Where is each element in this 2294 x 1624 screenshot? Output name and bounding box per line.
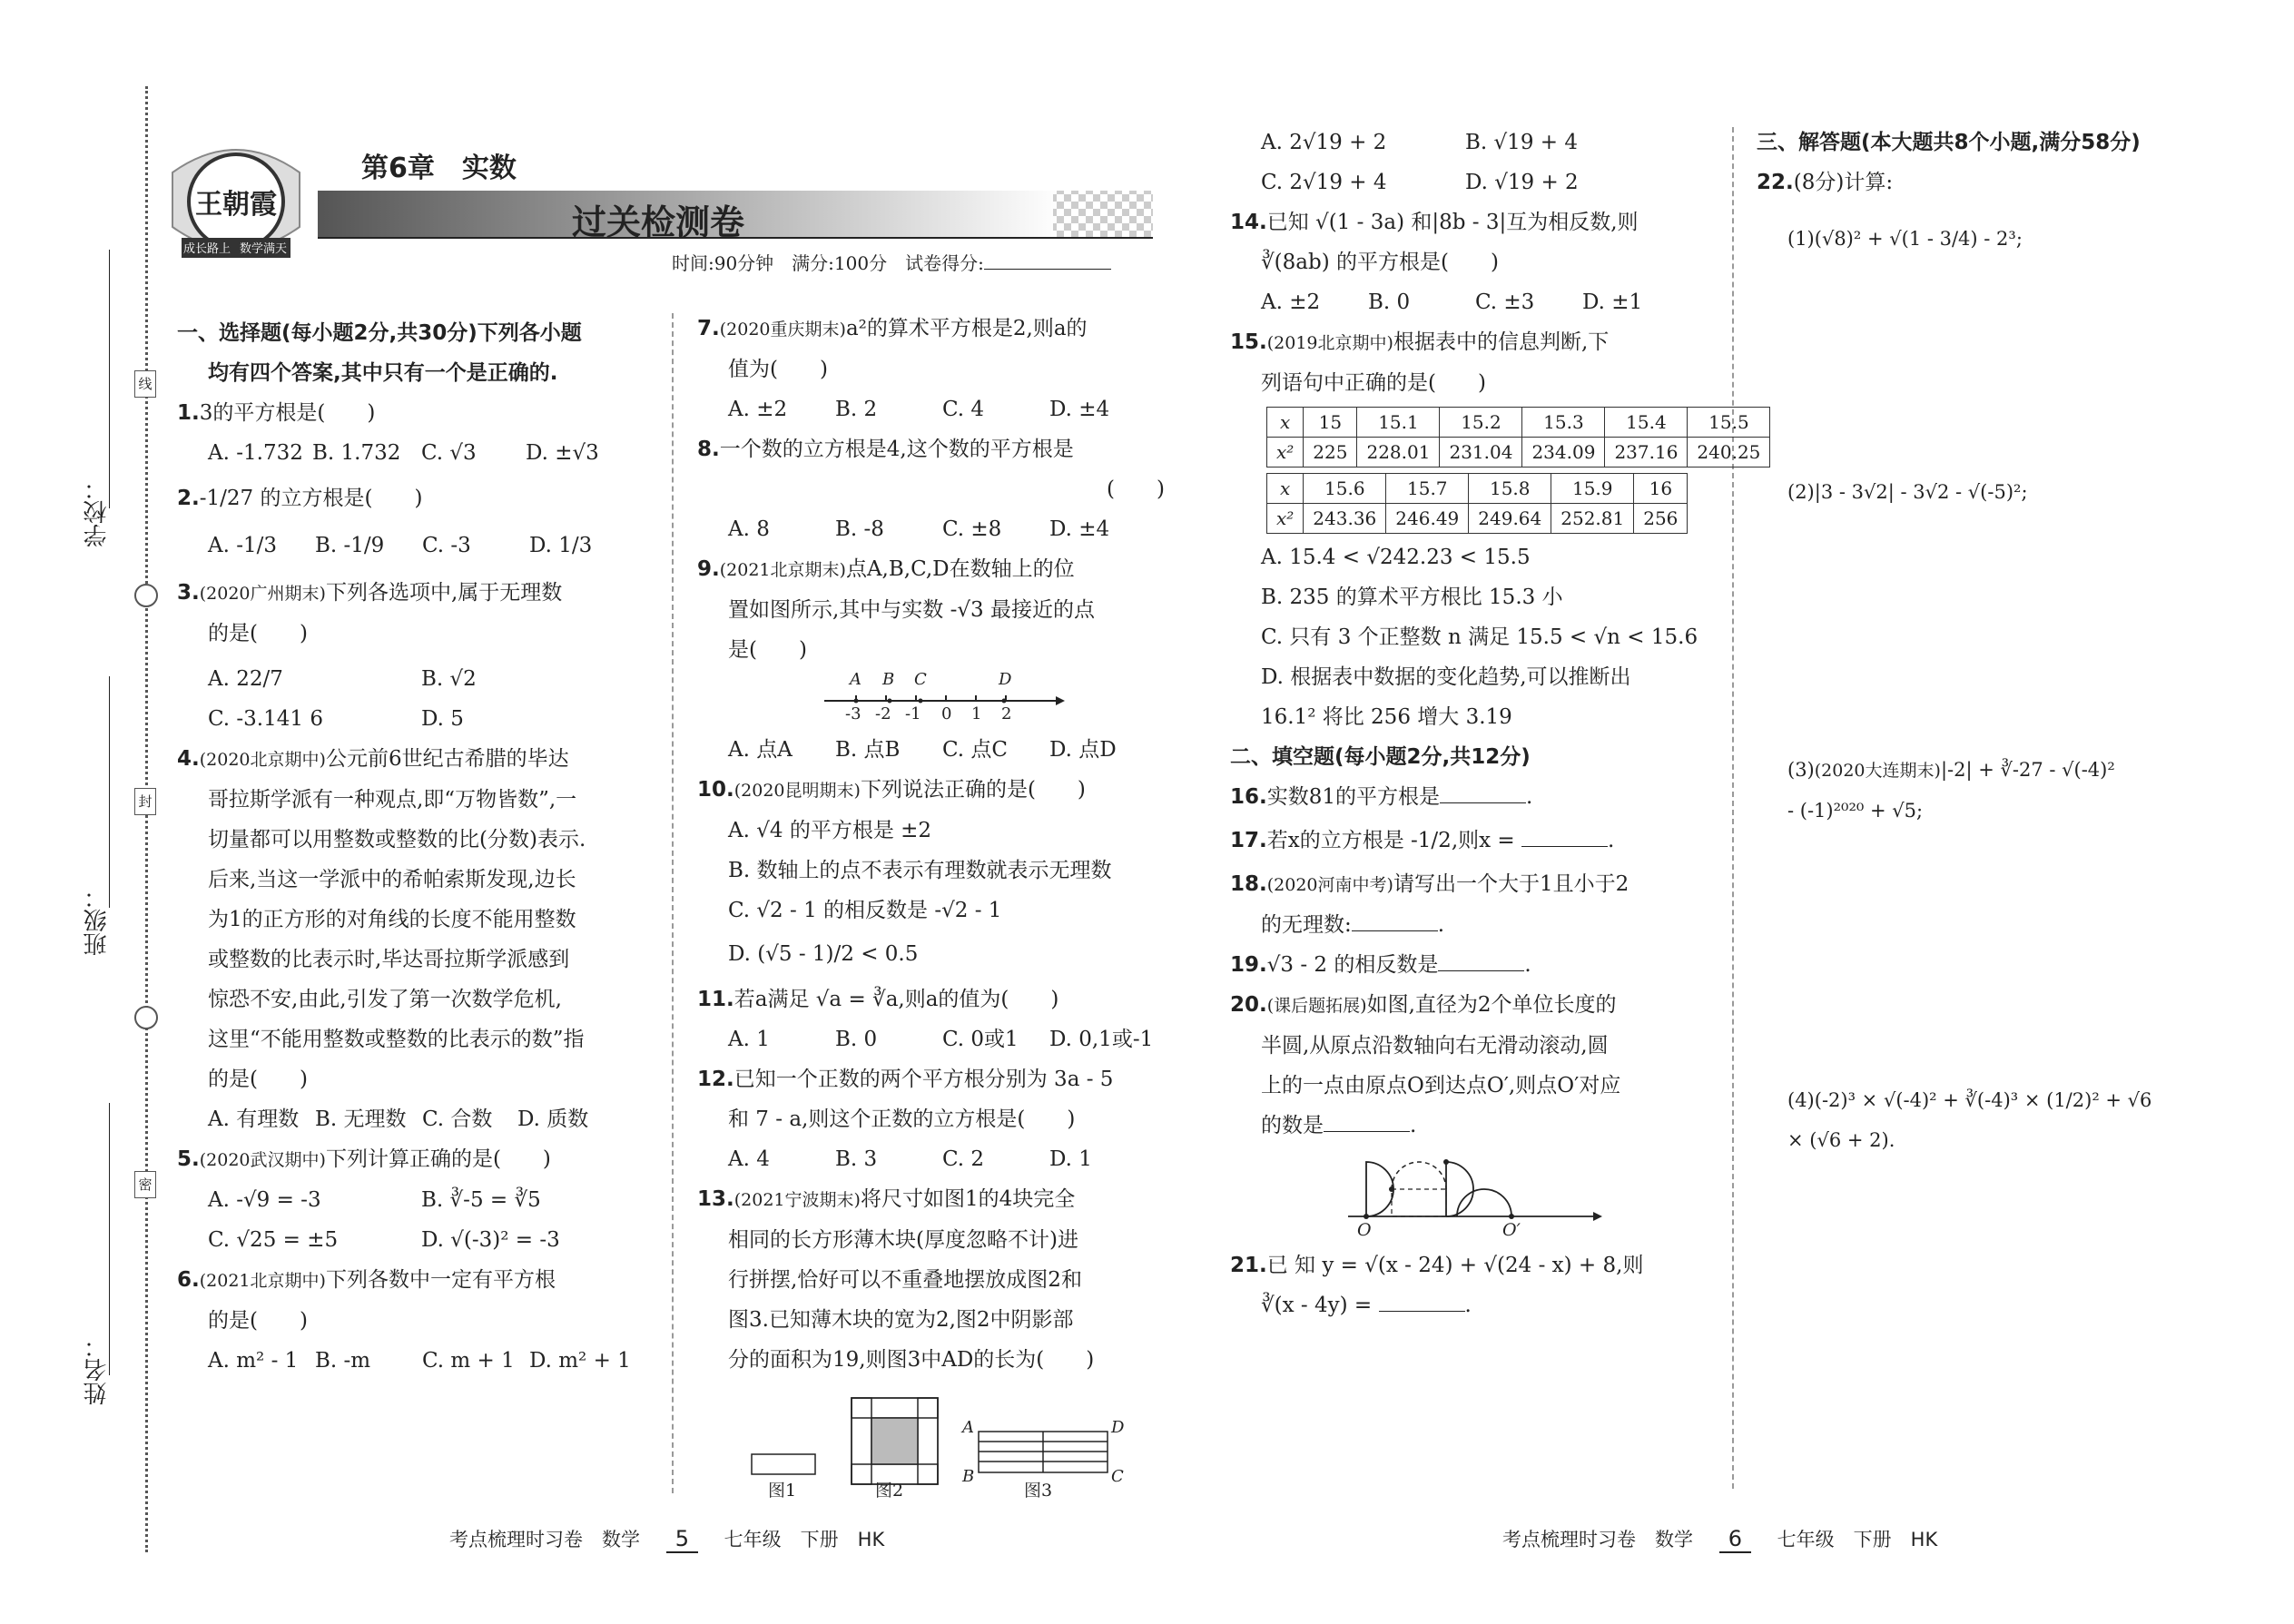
column-separator xyxy=(672,313,674,1493)
question-18: 18.(2020河南中考)请写出一个大于1且小于2 xyxy=(1230,872,1629,896)
option[interactable]: D. √(-3)² = -3 xyxy=(421,1228,560,1252)
option[interactable]: B. -m xyxy=(315,1349,371,1373)
tick-label: 0 xyxy=(941,704,952,723)
question-9-options xyxy=(697,730,1169,770)
logo-text: 王朝霞 xyxy=(195,189,277,221)
margin-hole-icon xyxy=(134,1006,158,1029)
corner-C-label: C xyxy=(1111,1467,1124,1486)
question-4-line: 为1的正方形的对角线的长度不能用整数 xyxy=(208,908,576,931)
question-13-options-row2 xyxy=(1230,162,1720,202)
question-6: 6.(2021北京期中)下列各数中一定有平方根 xyxy=(177,1268,556,1292)
option[interactable]: A. 2√19 + 2 xyxy=(1261,131,1387,154)
option[interactable]: B. ∛-5 = ∛5 xyxy=(421,1188,541,1212)
logo-slogan-2: 数学满天 xyxy=(240,242,288,256)
question-2-options xyxy=(177,526,658,566)
question-20-line: 的数是 . xyxy=(1230,1106,1720,1146)
column-4 xyxy=(1757,123,2265,1160)
question-5: 5.(2020武汉期中)下列计算正确的是( ) xyxy=(177,1147,551,1171)
footer-right xyxy=(1502,1525,1937,1553)
option[interactable]: A. ±2 xyxy=(1261,290,1321,314)
point-C-label: C xyxy=(914,670,927,689)
option[interactable]: D. m² + 1 xyxy=(529,1349,631,1373)
option[interactable]: D. ±√3 xyxy=(526,441,599,465)
figure-3-caption: 图3 xyxy=(1024,1481,1053,1501)
footer-grade: 七年级 下册 HK xyxy=(724,1529,885,1550)
option[interactable]: D. ±4 xyxy=(1049,517,1110,541)
option[interactable]: C. 合数 xyxy=(422,1107,493,1131)
section-2-heading: 二、填空题(每小题2分,共12分) xyxy=(1230,745,1531,769)
answer-blank[interactable] xyxy=(1379,1287,1465,1312)
option[interactable]: D. 1/3 xyxy=(529,534,593,557)
footer-left xyxy=(449,1525,884,1553)
option[interactable]: B. 数轴上的点不表示有理数就表示无理数 xyxy=(728,859,1112,882)
table-cell: 16 xyxy=(1634,474,1688,504)
option[interactable]: C. 2√19 + 4 xyxy=(1261,171,1387,194)
option[interactable]: A. 有理数 xyxy=(208,1107,300,1131)
question-8-options xyxy=(697,509,1169,549)
table-cell: 15.5 xyxy=(1688,408,1770,438)
point-O-prime-label: O′ xyxy=(1502,1220,1521,1240)
question-14: 14.已知 √(1 - 3a) 和|8b - 3|互为相反数,则 xyxy=(1230,211,1639,234)
question-10: 10.(2020昆明期末)下列说法正确的是( ) xyxy=(697,778,1086,802)
question-19: 19.√3 - 2 的相反数是 . xyxy=(1230,945,1720,985)
question-13-options-row1 xyxy=(1230,123,1720,162)
answer-blank[interactable] xyxy=(1324,1107,1410,1132)
fig2-shaded-area xyxy=(871,1418,918,1464)
table-row xyxy=(1267,408,1770,438)
answer-blank[interactable] xyxy=(1440,779,1526,803)
table-cell: 15.9 xyxy=(1551,474,1634,504)
table-cell: 243.36 xyxy=(1304,504,1386,534)
option[interactable]: C. √25 = ±5 xyxy=(208,1228,339,1252)
question-13-line: 相同的长方形薄木块(厚度忽略不计)进 xyxy=(728,1228,1078,1252)
margin-mark-xian: 线 xyxy=(134,370,156,398)
question-4-line: 这里“不能用整数或整数的比表示的数”指 xyxy=(208,1028,585,1051)
point-B-label: B xyxy=(882,670,895,689)
footer-book: 考点梳理时习卷 数学 xyxy=(449,1529,640,1550)
question-9-line: 是( ) xyxy=(728,638,807,662)
question-13-line: 图3.已知薄木块的宽为2,图2中阴影部 xyxy=(728,1308,1074,1332)
tick-label: -2 xyxy=(875,704,891,723)
question-22: 22.(8分)计算: xyxy=(1757,171,1894,194)
margin-mark-feng: 封 xyxy=(134,788,156,815)
option[interactable]: B. 无理数 xyxy=(315,1107,407,1131)
table-cell: 15.2 xyxy=(1440,408,1522,438)
school-line xyxy=(109,250,110,508)
option[interactable]: B. -1/9 xyxy=(315,534,385,557)
question-4-line: 惊恐不安,由此,引发了第一次数学危机, xyxy=(208,988,562,1011)
question-21: 21.已 知 y = √(x - 24) + √(24 - x) + 8,则 xyxy=(1230,1254,1644,1277)
figure-1-caption: 图1 xyxy=(768,1481,797,1501)
question-14-cont: ∛(8ab) 的平方根是( ) xyxy=(1261,251,1499,274)
option[interactable]: A. 22/7 xyxy=(208,667,283,691)
question-1: 1.3的平方根是( ) xyxy=(177,401,376,425)
question-3: 3.(2020广州期末)下列各选项中,属于无理数 xyxy=(177,581,563,605)
option[interactable]: D. 点D xyxy=(1049,738,1117,762)
option[interactable]: D. √19 + 2 xyxy=(1465,171,1579,194)
option[interactable]: A. 1 xyxy=(728,1028,770,1051)
table-cell: 15.4 xyxy=(1605,408,1688,438)
question-4: 4.(2020北京期中)公元前6世纪古希腊的毕达 xyxy=(177,747,569,771)
question-6-cont: 的是( ) xyxy=(208,1309,308,1333)
option[interactable]: D. (√5 - 1)/2 < 0.5 xyxy=(728,942,919,966)
origin-O-label: O xyxy=(1357,1220,1372,1240)
exam-info xyxy=(672,245,1111,275)
option[interactable]: C. 只有 3 个正整数 n 满足 15.5 < √n < 15.6 xyxy=(1261,625,1698,649)
option[interactable]: D. ±1 xyxy=(1582,290,1643,314)
question-12-options xyxy=(697,1139,1169,1179)
tick-label: -3 xyxy=(845,704,861,723)
table-cell: 228.01 xyxy=(1357,438,1440,468)
sub-problem-3: (3)(2020大连期末)|-2| + ∛-27 - √(-4)² xyxy=(1787,759,2115,781)
margin-mark-mi: 密 xyxy=(134,1171,156,1198)
question-4-line: 的是( ) xyxy=(208,1068,308,1091)
section-1-heading: 一、选择题(每小题2分,共30分)下列各小题 xyxy=(177,321,582,345)
option[interactable]: C. √3 xyxy=(421,441,477,465)
question-13: 13.(2021宁波期末)将尺寸如图1的4块完全 xyxy=(697,1187,1076,1211)
school-label: 学校： xyxy=(84,477,111,547)
option[interactable]: C. ±8 xyxy=(942,517,1002,541)
answer-blank[interactable] xyxy=(1521,822,1608,847)
page-number: 5 xyxy=(666,1526,698,1553)
table-cell: x² xyxy=(1267,438,1304,468)
option[interactable]: D. 根据表中数据的变化趋势,可以推断出 xyxy=(1261,665,1631,689)
question-17: 17.若x的立方根是 -1/2,则x = . xyxy=(1230,821,1720,861)
table-cell: 15.8 xyxy=(1469,474,1551,504)
header xyxy=(163,136,1153,272)
sub-problem-4: (4)(-2)³ × √(-4)² + ∛(-4)³ × (1/2)² + √6 xyxy=(1787,1089,2152,1111)
question-4-line: 切量都可以用整数或整数的比(分数)表示. xyxy=(208,828,586,851)
chapter-title: 第6章 实数 xyxy=(361,153,517,184)
question-3-options-row1 xyxy=(177,659,658,699)
option[interactable]: C. 2 xyxy=(942,1147,985,1171)
question-4-line: 或整数的比表示时,毕达哥拉斯学派感到 xyxy=(208,948,570,971)
table-cell: 15.6 xyxy=(1304,474,1386,504)
answer-blank[interactable] xyxy=(1438,947,1524,971)
option[interactable]: D. 质数 xyxy=(517,1107,589,1131)
corner-A-label: A xyxy=(962,1418,974,1437)
table-cell: 15.3 xyxy=(1522,408,1605,438)
question-7: 7.(2020重庆期末)a²的算术平方根是2,则a的 xyxy=(697,317,1088,340)
option[interactable]: B. 点B xyxy=(835,738,901,762)
question-4-line: 哥拉斯学派有一种观点,即“万物皆数”,一 xyxy=(208,788,577,812)
option[interactable]: B. √2 xyxy=(421,667,477,691)
question-13-line: 分的面积为19,则图3中AD的长为( ) xyxy=(728,1348,1095,1372)
option[interactable]: B. √19 + 4 xyxy=(1465,131,1578,154)
sub-problem-4-cont: × (√6 + 2). xyxy=(1787,1129,1895,1151)
column-3 xyxy=(1230,123,1761,1325)
footer-grade: 七年级 下册 HK xyxy=(1777,1529,1938,1550)
margin-hole-icon xyxy=(134,584,158,607)
section-3-heading: 三、解答题(本大题共8个小题,满分58分) xyxy=(1757,131,2141,154)
option[interactable]: C. ±3 xyxy=(1475,290,1535,314)
option[interactable]: A. -√9 = -3 xyxy=(208,1188,321,1212)
option[interactable]: B. 235 的算术平方根比 15.3 小 xyxy=(1261,586,1563,609)
question-7-cont: 值为( ) xyxy=(728,358,828,381)
option[interactable]: D. ±4 xyxy=(1049,398,1110,421)
question-21-cont: ∛(x - 4y) = . xyxy=(1230,1285,1720,1325)
option[interactable]: A. 8 xyxy=(728,517,770,541)
question-4-options xyxy=(177,1099,658,1139)
number-line-figure xyxy=(697,670,1169,730)
question-13-line: 行拼摆,恰好可以不重叠地摆放成图2和 xyxy=(728,1268,1082,1292)
sub-problem-1: (1)(√8)² + √(1 - 3/4) - 2³; xyxy=(1787,228,2023,250)
option[interactable]: B. 1.732 xyxy=(312,441,401,465)
question-8: 8.一个数的立方根是4,这个数的平方根是 xyxy=(697,438,1074,461)
question-12-cont: 和 7 - a,则这个正数的立方根是( ) xyxy=(728,1107,1076,1131)
question-20-line: 上的一点由原点O到达点O′,则点O′对应 xyxy=(1261,1074,1621,1097)
table-cell: 249.64 xyxy=(1469,504,1551,534)
question-12: 12.已知一个正数的两个平方根分别为 3a - 5 xyxy=(697,1068,1114,1091)
table-row xyxy=(1267,504,1688,534)
table-cell: x xyxy=(1267,408,1304,438)
question-11-options xyxy=(697,1019,1169,1059)
option[interactable]: A. 15.4 < √242.23 < 15.5 xyxy=(1261,546,1531,569)
table-cell: 256 xyxy=(1634,504,1688,534)
option[interactable]: C. 0或1 xyxy=(942,1028,1019,1051)
option[interactable]: C. 4 xyxy=(942,398,985,421)
option[interactable]: D. 0,1或-1 xyxy=(1049,1028,1154,1051)
table-cell: 252.81 xyxy=(1551,504,1634,534)
point-D-label: D xyxy=(999,670,1012,689)
option[interactable]: B. 3 xyxy=(835,1147,878,1171)
corner-D-label: D xyxy=(1111,1418,1125,1437)
binding-dotted-line xyxy=(145,86,148,1552)
question-18-cont: 的无理数: . xyxy=(1230,905,1720,945)
tick-label: 2 xyxy=(1001,704,1012,723)
question-5-options-row1 xyxy=(177,1180,658,1220)
option[interactable]: A. -1/3 xyxy=(208,534,278,557)
question-3-options-row2 xyxy=(177,699,658,739)
question-4-line: 后来,当这一学派中的希帕索斯发现,边长 xyxy=(208,868,576,891)
table-cell: 15 xyxy=(1304,408,1357,438)
option[interactable]: A. -1.732 xyxy=(208,441,303,465)
option[interactable]: A. 4 xyxy=(728,1147,770,1171)
sub-problem-3-cont: - (-1)²⁰²⁰ + √5; xyxy=(1787,800,1924,822)
question-20: 20.(课后题拓展)如图,直径为2个单位长度的 xyxy=(1230,993,1617,1017)
option[interactable]: C. √2 - 1 的相反数是 -√2 - 1 xyxy=(728,899,1002,922)
option[interactable]: C. 点C xyxy=(942,738,1008,762)
data-table-2 xyxy=(1266,473,1688,534)
question-5-options-row2 xyxy=(177,1220,658,1260)
answer-blank[interactable] xyxy=(1352,907,1438,931)
table-cell: 231.04 xyxy=(1440,438,1522,468)
option-cont: 16.1² 将比 256 增大 3.19 xyxy=(1261,705,1512,729)
tick-label: -1 xyxy=(905,704,921,723)
option[interactable]: D. 5 xyxy=(421,707,464,731)
option[interactable]: B. 2 xyxy=(835,398,878,421)
option[interactable]: B. 0 xyxy=(835,1028,878,1051)
corner-B-label: B xyxy=(962,1467,975,1486)
footer-book: 考点梳理时习卷 数学 xyxy=(1502,1529,1693,1550)
sub-problem-2: (2)|3 - 3√2| - 3√2 - √(-5)²; xyxy=(1787,481,2028,503)
class-label: 班级： xyxy=(84,885,111,956)
question-20-line: 半圆,从原点沿数轴向右无滑动滚动,圆 xyxy=(1261,1034,1609,1058)
table-row xyxy=(1267,438,1770,468)
column-2 xyxy=(697,309,1169,1507)
class-line xyxy=(109,676,110,908)
table-cell: 15.7 xyxy=(1386,474,1469,504)
score-blank[interactable] xyxy=(984,245,1111,270)
fig1-block xyxy=(752,1454,815,1474)
option[interactable]: B. -8 xyxy=(835,517,884,541)
option[interactable]: A. 点A xyxy=(728,738,793,762)
question-8-bracket: ( ) xyxy=(1107,477,1165,501)
rolling-semicircle-figure xyxy=(1230,1146,1720,1245)
question-1-options xyxy=(177,433,658,473)
question-15: 15.(2019北京期中)根据表中的信息判断,下 xyxy=(1230,330,1610,354)
table-cell: x xyxy=(1267,474,1304,504)
option[interactable]: D. 1 xyxy=(1049,1147,1092,1171)
column-separator xyxy=(1732,127,1734,1489)
table-cell: 237.16 xyxy=(1605,438,1688,468)
page-number: 6 xyxy=(1719,1526,1751,1553)
question-16: 16.实数81的平方根是 . xyxy=(1230,777,1720,817)
question-2: 2.-1/27 的立方根是( ) xyxy=(177,487,423,510)
option[interactable]: A. m² - 1 xyxy=(208,1349,299,1373)
section-1-heading-cont: 均有四个答案,其中只有一个是正确的. xyxy=(208,361,558,385)
option[interactable]: C. m + 1 xyxy=(422,1349,515,1373)
name-label: 姓名： xyxy=(84,1334,111,1405)
table-cell: 15.1 xyxy=(1357,408,1440,438)
exam-info-text: 时间:90分钟 满分:100分 试卷得分: xyxy=(672,252,984,274)
point-A-label: A xyxy=(850,670,861,689)
data-table-1 xyxy=(1266,407,1770,468)
question-3-cont: 的是( ) xyxy=(208,622,308,645)
option[interactable]: C. -3 xyxy=(422,534,471,557)
logo-slogan-1: 成长路上 xyxy=(183,242,231,256)
table-cell: 240.25 xyxy=(1688,438,1770,468)
question-14-options xyxy=(1230,282,1720,322)
figure-2-caption: 图2 xyxy=(875,1481,904,1501)
question-7-options xyxy=(697,389,1169,429)
brand-logo xyxy=(163,136,309,272)
question-9-line: 置如图所示,其中与实数 -√3 最接近的点 xyxy=(728,598,1095,622)
question-13-figures xyxy=(697,1380,1169,1507)
page-title: 过关检测卷 xyxy=(572,202,745,242)
table-row xyxy=(1267,474,1688,504)
question-11: 11.若a满足 √a = ∛a,则a的值为( ) xyxy=(697,988,1059,1011)
option[interactable]: C. -3.141 6 xyxy=(208,707,323,731)
column-1 xyxy=(177,313,658,1381)
table-cell: 234.09 xyxy=(1522,438,1605,468)
tick-label: 1 xyxy=(971,704,982,723)
question-9: 9.(2021北京期末)点A,B,C,D在数轴上的位 xyxy=(697,557,1075,581)
option[interactable]: A. √4 的平方根是 ±2 xyxy=(728,819,932,842)
table-cell: 225 xyxy=(1304,438,1357,468)
question-15-cont: 列语句中正确的是( ) xyxy=(1261,371,1486,395)
question-6-options xyxy=(177,1341,658,1381)
table-cell: x² xyxy=(1267,504,1304,534)
option[interactable]: A. ±2 xyxy=(728,398,788,421)
option[interactable]: B. 0 xyxy=(1368,290,1411,314)
table-cell: 246.49 xyxy=(1386,504,1469,534)
